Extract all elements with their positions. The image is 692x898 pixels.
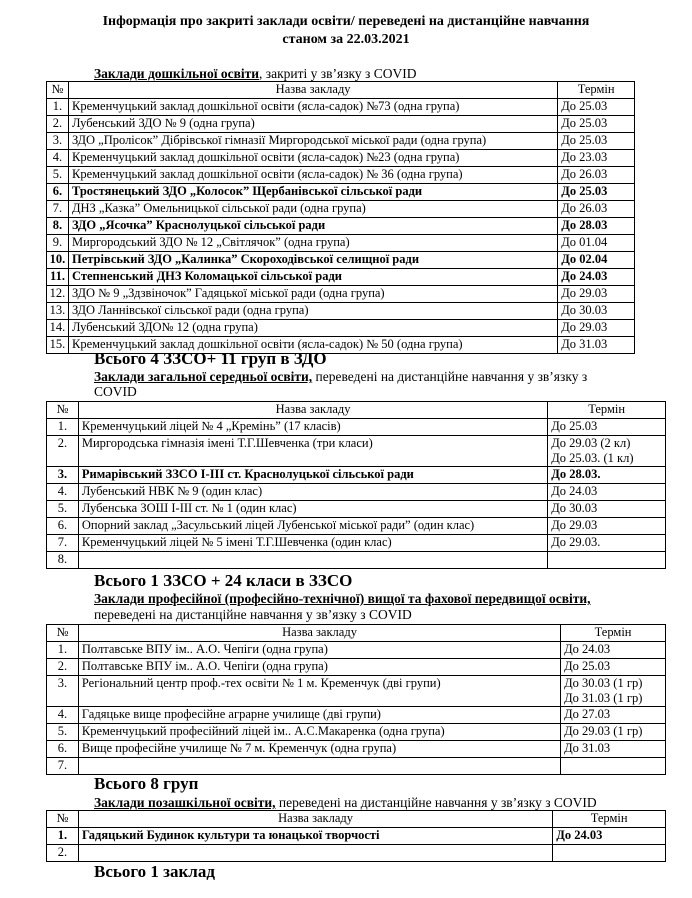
term-cell [548,501,666,518]
table-header-row [47,402,666,419]
institution-name: Лубенський ЗДО № 9 (одна група) [68,116,557,133]
table-row [47,320,635,337]
vocational-table [46,624,666,775]
table-row [47,518,666,535]
table-row [47,845,666,862]
term-cell: До 25.03 [558,99,635,116]
table-row [47,286,635,303]
row-number: 5. [47,724,79,741]
term-cell [548,419,666,436]
term-cell: До 29.03 [558,320,635,337]
section3-title-line2: переведені на дистанційне навчання у зв’язку з COVID [94,607,412,622]
table-row [47,501,666,518]
column-header-name: Назва закладу [68,82,557,99]
table-row [47,436,666,467]
institution-name [78,758,560,775]
section2-total: Всього 1 ЗЗСО + 24 класи в ЗЗСО [94,571,353,590]
table-row [47,828,666,845]
column-header-number: № [47,811,79,828]
institution-name: ЗДО „Пролісок” Дібрівської гімназії Миргородської міської ради (одна група) [68,133,557,150]
row-number: 2. [47,845,79,862]
institution-name: Вище професійне училище № 7 м. Кременчук (одна група) [78,741,560,758]
term-value: До 25.03. (1 кл) [551,451,634,465]
term-cell: До 31.03 [558,337,635,354]
table-row [47,535,666,552]
document-title-line2: станом за 22.03.2021 [282,32,410,47]
table-row [47,552,666,569]
term-cell: До 23.03 [558,150,635,167]
row-number: 6. [47,518,79,535]
column-header-number: № [47,625,79,642]
term-cell [548,484,666,501]
row-number: 2. [47,659,79,676]
table-row [47,419,666,436]
row-number: 3. [47,133,69,150]
section2-title-underlined: Заклади загальної середньої освіти, [94,369,313,384]
section4-title-rest: переведені на дистанційне навчання у зв’язку з COVID [275,795,597,810]
row-number: 4. [47,707,79,724]
table-row [47,201,635,218]
row-number: 2. [47,436,79,467]
section3-title [94,591,591,606]
column-header-number: № [47,402,79,419]
term-cell [561,676,666,707]
institution-name: Кременчуцький заклад дошкільної освіти (ясла-садок) №23 (одна група) [68,150,557,167]
table-row [47,133,635,150]
institution-name: Полтавське ВПУ ім.. А.О. Чепіги (одна група) [78,642,560,659]
term-value: До 24.03 [551,484,598,498]
table-row [47,235,635,252]
institution-name: Тростянецький ЗДО „Колосок” Щербанівської сільської ради [68,184,557,201]
term-cell [548,436,666,467]
table-row [47,269,635,286]
term-cell [548,518,666,535]
table-row [47,184,635,201]
term-value: До 29.03. [551,535,601,549]
term-value: До 25.03 [564,659,611,673]
row-number: 13. [47,303,69,320]
term-value: До 31.03 (1 гр) [564,691,643,705]
row-number: 1. [47,99,69,116]
term-value: До 27.03 [564,707,611,721]
column-header-term: Термін [548,402,666,419]
table-header-row [47,811,666,828]
row-number: 7. [47,758,79,775]
table-row [47,484,666,501]
column-header-number: № [47,82,69,99]
table-header-row [47,625,666,642]
row-number: 3. [47,467,79,484]
term-cell [561,659,666,676]
term-cell [553,828,666,845]
table-row [47,467,666,484]
institution-name: Римарівський ЗЗСО І-ІІІ ст. Краснолуцької сільської ради [78,467,547,484]
institution-name: Миргородська гімназія імені Т.Г.Шевченка (три класи) [78,436,547,467]
term-value: До 24.03 [564,642,611,656]
preschool-table [46,81,635,354]
term-cell: До 25.03 [558,184,635,201]
row-number: 5. [47,501,79,518]
section1-total: Всього 4 ЗЗСО+ 11 груп в ЗДО [94,349,327,368]
table-row [47,150,635,167]
institution-name: Миргородський ЗДО № 12 „Світлячок” (одна група) [68,235,557,252]
row-number: 2. [47,116,69,133]
row-number: 11. [47,269,69,286]
term-cell: До 02.04 [558,252,635,269]
section2-title-line2: COVID [94,384,137,399]
institution-name: Лубенський НВК № 9 (один клас) [78,484,547,501]
term-value: До 29.03 [551,518,598,532]
table-row [47,116,635,133]
term-cell: До 25.03 [558,133,635,150]
section4-total: Всього 1 заклад [94,862,215,881]
row-number: 4. [47,484,79,501]
row-number: 10. [47,252,69,269]
institution-name: Регіональний центр проф.-тех освіти № 1 м. Кременчук (дві групи) [78,676,560,707]
column-header-name: Назва закладу [78,402,547,419]
section4-title [94,795,597,810]
section4-title-underlined: Заклади позашкільної освіти, [94,795,276,810]
row-number: 1. [47,419,79,436]
table-row [47,707,666,724]
institution-name: Степненський ДНЗ Коломацької сільської ради [68,269,557,286]
row-number: 12. [47,286,69,303]
term-value: До 29.03 (1 гр) [564,724,643,738]
term-cell [561,707,666,724]
table-row [47,676,666,707]
row-number: 9. [47,235,69,252]
column-header-name: Назва закладу [78,625,560,642]
term-cell: До 30.03 [558,303,635,320]
term-cell: До 24.03 [558,269,635,286]
row-number: 8. [47,552,79,569]
institution-name: Кременчуцький заклад дошкільної освіти (ясла-садок) № 36 (одна група) [68,167,557,184]
institution-name: Полтавське ВПУ ім.. А.О. Чепіги (одна група) [78,659,560,676]
institution-name: Лубенська ЗОШ І-ІІІ ст. № 1 (один клас) [78,501,547,518]
row-number: 4. [47,150,69,167]
term-cell [561,758,666,775]
table-row [47,741,666,758]
table-row [47,252,635,269]
section1-title-rest: , закриті у зв’язку з COVID [259,66,417,81]
term-value: До 30.03 (1 гр) [564,676,643,690]
row-number: 3. [47,676,79,707]
term-cell [548,467,666,484]
institution-name: Кременчуцький ліцей № 4 „Кремінь” (17 класів) [78,419,547,436]
term-value: До 30.03 [551,501,598,515]
document-title-line1: Інформація про закриті заклади освіти/ переведені на дистанційне навчання [102,14,590,29]
section1-title [94,66,416,81]
institution-name: ЗДО „Ясочка” Краснолуцької сільської ради [68,218,557,235]
row-number: 14. [47,320,69,337]
term-value: До 25.03 [551,419,598,433]
term-cell [561,642,666,659]
institution-name: ЗДО № 9 „Здзвіночок” Гадяцької міської ради (одна група) [68,286,557,303]
institution-name: Кременчуцький професійний ліцей ім.. А.С.Макаренка (одна група) [78,724,560,741]
table-header-row [47,82,635,99]
general-school-table [46,401,666,569]
table-row [47,642,666,659]
row-number: 5. [47,167,69,184]
row-number: 6. [47,741,79,758]
column-header-name: Назва закладу [78,811,552,828]
institution-name: Петрівський ЗДО „Калинка” Скороходівської селищної ради [68,252,557,269]
term-cell: До 26.03 [558,201,635,218]
term-value: До 28.03. [551,467,601,481]
institution-name: Гадяцький Будинок культури та юнацької творчості [78,828,552,845]
row-number: 1. [47,828,79,845]
institution-name: Кременчуцький ліцей № 5 імені Т.Г.Шевченка (один клас) [78,535,547,552]
institution-name: Кременчуцький заклад дошкільної освіти (ясла-садок) №73 (одна група) [68,99,557,116]
column-header-term: Термін [553,811,666,828]
section2-title [94,369,587,384]
table-row [47,303,635,320]
section3-total: Всього 8 груп [94,774,199,793]
section3-title-underlined: Заклади професійної (професійно-технічної) вищої та фахової передвищої освіти, [94,591,591,606]
row-number: 6. [47,184,69,201]
term-cell: До 25.03 [558,116,635,133]
institution-name: Кременчуцький заклад дошкільної освіти (ясла-садок) № 50 (одна група) [68,337,557,354]
section2-title-rest: переведені на дистанційне навчання у зв’язку з [312,369,588,384]
row-number: 15. [47,337,69,354]
institution-name: Опорний заклад „Засульський ліцей Лубенської міської ради” (один клас) [78,518,547,535]
institution-name: Гадяцьке вище професійне аграрне училище (дві групи) [78,707,560,724]
row-number: 7. [47,535,79,552]
term-value: До 31.03 [564,741,611,755]
table-row [47,218,635,235]
term-cell: До 28.03 [558,218,635,235]
institution-name: ДНЗ „Казка” Омельницької сільської ради (одна група) [68,201,557,218]
row-number: 1. [47,642,79,659]
term-cell [561,741,666,758]
term-cell [553,845,666,862]
column-header-term: Термін [558,82,635,99]
institution-name [78,845,552,862]
table-row [47,99,635,116]
term-value: До 29.03 (2 кл) [551,436,631,450]
extracurricular-table [46,810,666,862]
table-row [47,167,635,184]
institution-name: Лубенський ЗДО№ 12 (одна група) [68,320,557,337]
section1-title-underlined: Заклади дошкільної освіти [94,66,260,81]
term-cell: До 01.04 [558,235,635,252]
table-row [47,724,666,741]
institution-name [78,552,547,569]
institution-name: ЗДО Ланнівської сільської ради (одна група) [68,303,557,320]
term-cell: До 29.03 [558,286,635,303]
column-header-term: Термін [561,625,666,642]
term-cell [548,552,666,569]
term-value: До 24.03 [556,828,603,842]
term-cell: До 26.03 [558,167,635,184]
table-row [47,758,666,775]
term-cell [561,724,666,741]
row-number: 8. [47,218,69,235]
term-cell [548,535,666,552]
table-row [47,659,666,676]
row-number: 7. [47,201,69,218]
